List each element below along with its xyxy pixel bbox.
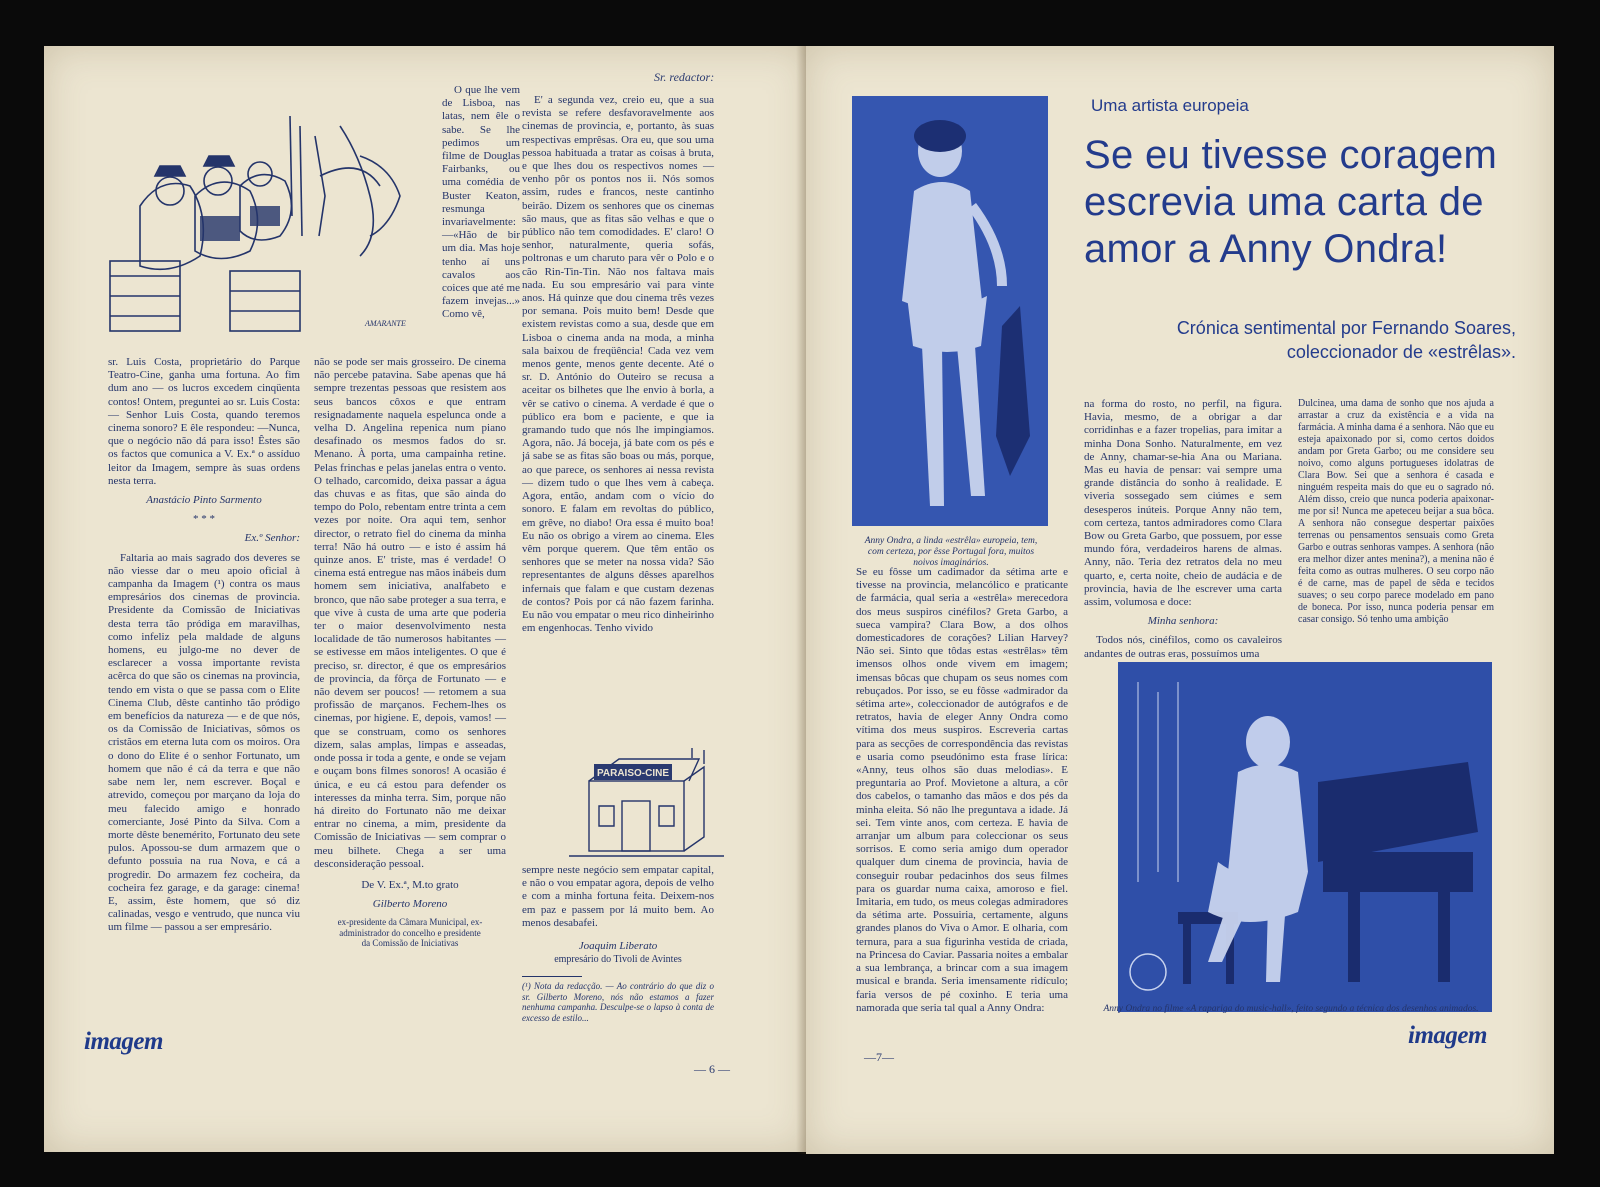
left-col1-text: sr. Luis Costa, proprietário do Parque Teatro-Cine, ganha uma fortuna. Ao fim dum ano — os lucros excedem cinqüenta contos! Ontem, preguntei ao sr. Luis Costa: — Senhor Luis Costa, quando teremos cinema sonoro? E êle respondeu: —Nunca, que o negócio não dá para isso! Êstes são os factos que comunica a V. Ex.ª o assíduo leitor da Imagem, sempre às suas ordens nesta terra. (108, 356, 300, 487)
right-col-main (856, 566, 1068, 1015)
article-subhead: Crónica sentimental por Fernando Soares, coleccionador de «estrêlas». (1176, 318, 1516, 362)
right-col-a-text: na forma do rosto, no perfil, na figura. Havia, mesmo, de a obrigar a dar corridinhas e a fazer tropelias, para imitar a minha Dona Sonho. Naturalmente, em vez de Anny, chamar-se-hia Ana ou Mariana. Mas eu havia de pensar: vai sempre uma grande distância do sonho à realidade. E viveria sossegado sem ciúmes e sem desesperos inúteis. Porque Anny não tem, com certeza, tantos admiradores como Clara Bow ou Greta Garbo, que possuem, por esse mundo fóra, verdadeiros harens de almas. Anny, não. Teria dez retratos dela no meu quarto, e, certa noite, cheio de audácia e de provincia, havia de lhe escrever uma carta assim, volumosa e doce: (1084, 398, 1282, 609)
left-col2-text: não se pode ser mais grosseiro. De cinema não percebe patavina. Sabe apenas que há sempre trezentas pessoas que resistem aos seus bancos côxos e que entram resignadamente naquela espelunca onde a velha D. Angelina repenica num piano desafinado os mesmos fados do sr. Menano. À porta, uma campainha retine. Pelas frinchas e pelas janelas entra o vento. O telhado, carcomido, deixa passar a água das chuvas e as fitas, que são ainda do tempo do Polo, rebentam entre trinta a cem vezes por noite. Ora aqui tem, senhor director, o retrato fiel do cinema da minha terra! Não há outro — e isto é assim há quinze anos. E' triste, mas é verdade! O cinema está entregue nas mãos inábeis dum homem sem iniciativa, analfabeto e bronco, que não sabe proteger a sua terra, e que vive à custa de uma arte que poderia ter o maior desenvolvimento nesta localidade de tão numerosos habitantes — se estivesse em mãos inteligentes. O que é preciso, sr. director, é que os empresários de provincia, da fôrça de Fortunato — e não devem ser poucos! — retomem a sua profissão de marçanos. Fechem-lhes os cinemas, por higiene. E, depois, vamos! — que se construam, como os senhores dizem, salas amplas, limpas e asseadas, onde possa ir toda a gente, e onde se vejam e ouçam bons filmes sonoros! A ocasião é única, e eu cá estou para defender os interesses da minha terra. Sim, porque não há direito do Fortunato não me deixar entrar no cinema, a mim, presidente da Comissão de Iniciativas — sem comprar o meu bilhete. Chega a ser uma desconsideração pessoal. (314, 356, 506, 870)
anny-ondra-piano-photo (1118, 662, 1492, 1012)
right-col-b (1298, 398, 1494, 626)
left-col3-text: E' a segunda vez, creio eu, que a sua revista se refere desfavoravelmente aos cinemas de provincia, e, portanto, às suas respectivas emprêsas. Ora eu, que sou uma pessoa habituada a tratar as coisas à bruta, e que lhes dou os respectivos nomes — venho pôr os pontos nos ii. Nós somos assim, rudes e francos, neste cantinho beirão. Dizem os senhores que os cinemas são maus, que as fitas são velhas e que o público não tem comodidades. E' claro! O senhor, naturalmente, queria sofás, poltronas e um charuto para vêr o Polo e o cão Rin-Tin-Tin. Não nos faltava mais nada. Eu sou empresário vai para vinte anos. Há quinze que dou cinema três vezes por semana. Pois muito bem! Desde que existem revistas como a sua, desde que em Lisboa o cinema anda na moda, a minha sala baixou de freqüência! Cada vez vem menos gente, menos gente decente. Até o sr. D. António do Outeiro se recusa a aceitar os bilhetes que lhe envio à borla, a vêr se cativo o cinema. A verdade é que o público era bom e paciente, e que ia gramando tudo que nós lhe impingiamos. Agora, não. Já boceja, já bate com os pés e já sabe se as fitas são boas ou más, porque, ao que parece, os senhores ai nessa revista — dizem tudo o que lhes vem à cabeça. Agora, então, andam com o vício do sonoro. E falam em revoltas do público, em grêve, no diabo! Ora essa é muito boa! Eu não os obrigo a virem ao cinema. Eles vêm porque querem. Que têm então os senhores que se meter na nossa vida? São representantes de alguns dêsses aparelhos infernais que falam e que custam dezenas de contos? Pois por cá não fazem farinha. Eu não vou empatar o meu rico dinheirinho em engenhocas. Tenho vivido (522, 94, 714, 635)
left-brand-logo: imagem (84, 1028, 163, 1055)
right-page-number: —7— (864, 1050, 894, 1064)
left-col3-signature: Joaquim Liberato (578, 940, 658, 953)
left-footnote: (¹) Nota da redacção. — Ao contrário do que diz o sr. Gilberto Moreno, nós não estamos a fazer nenhuma campanha. Desculpe-se o lapso à conta de excesso de estilo... (522, 981, 714, 1023)
right-page (806, 46, 1554, 1154)
paraiso-cine-illustration (564, 746, 724, 861)
left-page (44, 46, 810, 1152)
paraiso-cine-sign: PARAISO-CINE (596, 768, 670, 779)
right-col-b-text: Dulcinea, uma dama de sonho que nos ajuda a arrastar a cruz da existência e a vida na farmácia. A minha dama é a senhora. Não que eu esteja apaixonado por si, como certos doidos andam por Greta Garbo; ou me considere seu noivo, como alguns portugueses idolatras de Clara Bow. Sei que a senhora é casada e ninguém respeita mais do que eu o sagrado nó. Além disso, creio que nunca poderia apaixonar-me por si! Nunca me apeteceu beijar a sua bôca. A senhora não consegue despertar paixões terrenas ou pensamentos sensuais como Greta Garbo e outras senhoras vampes. A senhora (não era melhor dizer antes menina?), a menina não é feita como as outras mulheres. O seu corpo não é de carne, mas de papel de sêda e tecidos suaves; o seu corpo parece modelado em pano de boneca. Por isso, nunca poderia pensar em casar consigo. Só tenho uma ambição (1298, 398, 1494, 625)
anny-ondra-portrait-photo (852, 96, 1048, 526)
left-col1-stars: * * * (193, 513, 215, 526)
left-col2-signature: Gilberto Moreno (372, 898, 448, 911)
left-page-number: — 6 — (694, 1062, 730, 1076)
left-header-right: Sr. redactor: (654, 70, 715, 84)
piano-photo-caption: Anny Ondra no filme «A rapariga do music-hall», feito segundo a técnica dos desenhos animados. (1103, 1004, 1479, 1014)
audience-cartoon-illustration (100, 96, 430, 351)
left-col-narrow (442, 84, 520, 322)
left-col-3 (522, 94, 714, 635)
piano-scene-drawing (1118, 662, 1492, 1012)
article-headline: Se eu tivesse coragem escrevia uma carta de amor a Anny Ondra! (1084, 133, 1498, 271)
article-kicker: Uma artista europeia (1091, 96, 1249, 115)
portrait-photo-caption: Anny Ondra, a linda «estrêla» europeia, tem, com certeza, por êsse Portugal fora, muitos noivos imaginários. (864, 536, 1038, 568)
left-col2-title: ex-presidente da Câmara Municipal, ex-administrador do concelho e presidente da Comissão de Iniciativas (337, 917, 483, 949)
left-col-2 (314, 356, 506, 949)
cartoon-signature: AMARANTE (365, 319, 406, 328)
right-col-a-end: Todos nós, cinéfilos, como os cavaleiros andantes de outras eras, possuímos uma (1084, 634, 1282, 660)
right-col-main-text: Se eu fôsse um cadimador da sétima arte e tivesse na provincia, melancólico e praticante de farmácia, qual seria a «estrêla» merecedora dos meus suspiros cinéfilos? Greta Garbo, a sueca vampira? Clara Bow, a dos olhos domesticadores de corações? Lilian Harvey? Não sei. Sinto que tôdas estas «estrêlas» têm imensos olhos onde vivem em imagem; imensas bôcas que chupam os seus nomes com rebuçados. Por isso, se eu fôsse «admirador da sétima arte», coleccionador de autógrafos e de retratos, havia de eleger Anny Ondra como vítima dos meus suspiros. Escreveria cartas para as secções de correspondência das revistas e usaria como pseudónimo esta frase lírica: «Anny, teus olhos são duas melodias». E preguntaria ao Prof. Movietone a altura, a côr dos cabelos, o tamanho das mãos e dos pés da minha eleita. Só não lhe preguntava a idade. Já sei. Tem vinte anos, com certeza. E havia de arranjar um album para coleccionar os seus sorrisos. E como seria amigo dum operador qualquer dum cinema de provincia, havia de conseguir roubar pedacinhos dos seus filmes para os guardar numa caixa, amoroso e fiel. Imitaria, em tudo, os meus colegas admiradores da sétima arte. Possuiria, certamente, alguns grandes planos do Viva o Amor. E olharia, com ternura, para a sua figurinha vestida de criada, na Princesa do Caviar. Passaria noites a embalar a sua lembrança, a brincar com a sua imagem musical e branda. Seria imensamente ridículo; faria versos de pé coxinho. E teria uma namorada que seria tal qual a Anny Ondra: (856, 566, 1068, 1014)
left-col1-signature: Anastácio Pinto Sarmento (146, 494, 262, 507)
left-col2-closing: De V. Ex.ª, M.to grato (361, 878, 459, 891)
left-col-1 (108, 356, 300, 935)
right-col-a (1084, 398, 1282, 661)
left-col1b-text: Faltaria ao mais sagrado dos deveres se não viesse dar o meu apoio oficial à campanha da Imagem (¹) contra os maus empresários dos cinemas de provincia. Presidente da Comissão de Iniciativas desta terra tão pródiga em maravilhas, como infeliz pela maldade de alguns homens, eu julgo-me no dever de esclarecer a vossa importante revista acêrca do que são os cinemas na provincia, tendo em vista o que se passa com o Elite Cinema Club, dêste cantinho tão pródigo em benefícios da natureza — e de que nós, os da Comissão de Iniciativas, sômos os cristãos em eterna luta com os moiros. Ora o dono do Elite é o senhor Fortunato, um homem que não é cá da terra e que não sabe nem ler, nem escrever. Boçal e atrevido, começou por marçano da loja do meu falecido amigo e honrado comerciante, José Pinto da Silva. Com a morte dêste benemérito, Fortunato deu sete pulos. Apossou-se dum armazem que o defunto possuia na rua Nova, e cá a progredir. Do armazem fez cocheira, da cocheira fez garage, e da garage: cinema! E, assim, êste homem, que só diz calinadas, vesgo e ventrudo, que nunca viu um filme — passou a ser empresário. (108, 551, 300, 934)
portrait-figure-drawing (852, 96, 1048, 526)
right-brand-logo: imagem (1408, 1022, 1487, 1049)
left-col1-salutation: Ex.º Senhor: (244, 532, 300, 545)
left-col-narrow-text: O que lhe vem de Lisboa, nas latas, nem êle o sabe. Se lhe pedimos um filme de Douglas Fairbanks, ou uma comédia de Buster Keaton, resmunga invariavelmente: —«Hão de bir um dia. Mas hoje tenho aí uns cavalos aos coices que até me fazem invejas...» Como vê, (442, 84, 520, 321)
left-col-3-end (522, 864, 714, 1023)
left-col3-after-text: sempre neste negócio sem empatar capital, e não o vou empatar agora, depois de velho e com a minha fortuna feita. Deixem-nos em paz e passem por lá muito bem. Ao menos desabafei. (522, 864, 714, 929)
right-col-a-salutation: Minha senhora: (1147, 615, 1219, 628)
left-col3-title: empresário do Tivoli de Avintes (554, 954, 682, 966)
